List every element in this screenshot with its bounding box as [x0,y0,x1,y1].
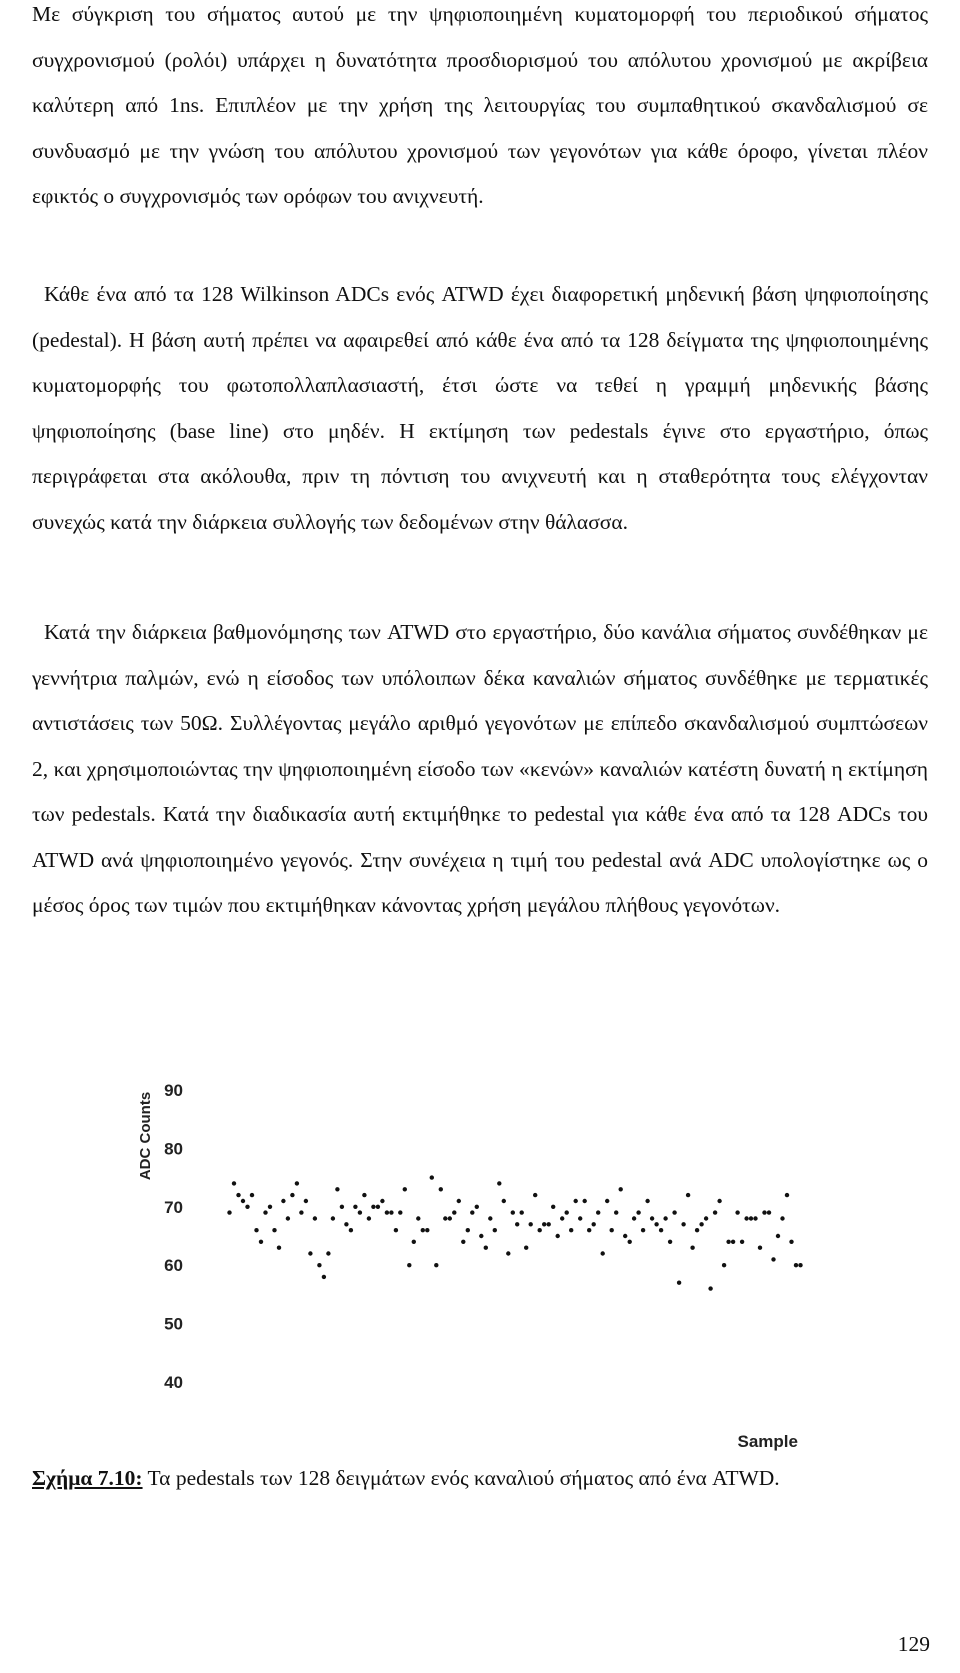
data-point [547,1222,551,1226]
data-point [659,1228,663,1232]
data-point [232,1181,236,1185]
data-point [281,1199,285,1203]
data-point [443,1216,447,1220]
data-point [286,1216,290,1220]
data-point [385,1210,389,1214]
x-axis-label: Sample [737,1432,798,1451]
data-point [403,1187,407,1191]
data-point [645,1199,649,1203]
data-point [484,1246,488,1250]
data-point [340,1205,344,1209]
data-point [407,1263,411,1267]
data-point [569,1228,573,1232]
data-point [470,1210,474,1214]
data-point [785,1193,789,1197]
data-point [619,1187,623,1191]
data-point [412,1240,416,1244]
data-point [515,1222,519,1226]
data-point [295,1181,299,1185]
data-point [596,1210,600,1214]
data-point [493,1228,497,1232]
data-point [654,1222,658,1226]
data-point [416,1216,420,1220]
data-point [371,1205,375,1209]
data-point [726,1240,730,1244]
data-point [533,1193,537,1197]
data-point [628,1240,632,1244]
data-point [277,1246,281,1250]
data-point [641,1228,645,1232]
data-point [538,1228,542,1232]
caption-text: Τα pedestals των 128 δειγμάτων ενός καναλιού σήματος από ένα ATWD. [142,1466,780,1490]
data-point [762,1210,766,1214]
data-point [749,1216,753,1220]
data-point [610,1228,614,1232]
data-point [614,1210,618,1214]
data-point [380,1199,384,1203]
data-point [497,1181,501,1185]
data-point [551,1205,555,1209]
data-point [349,1228,353,1232]
data-point [304,1199,308,1203]
y-axis-label: ADC Counts [137,1091,154,1181]
data-point [794,1263,798,1267]
data-point [389,1210,393,1214]
data-point [789,1240,793,1244]
data-point [511,1210,515,1214]
data-point [259,1240,263,1244]
data-point [740,1240,744,1244]
data-point [250,1193,254,1197]
figure-caption [32,1463,928,1493]
data-point [708,1286,712,1290]
data-point [461,1240,465,1244]
y-tick-label: 80 [164,1139,183,1159]
paragraph-3: Κατά την διάρκεια βαθμονόμησης των ATWD στο εργαστήριο, δύο κανάλια σήματος συνδέθηκαν με γεννήτρια παλμών, ενώ η είσοδος των υπόλοιπων δέκα καναλιών σήματος συνδέθηκε με τερματικές αντιστάσεις των 50Ω. Συλλέγοντας μεγάλο αριθμό γεγονότων με επίπεδο σκανδαλισμού συμπτώσεων 2, και χρησιμοποιώντας την ψηφιοποιημένη είσοδο των «κενών» καναλιών κατέστη δυνατή η εκτίμηση των pedestals. Κατά την διαδικασία αυτή εκτιμήθηκε το pedestal για κάθε ένα από τα 128 ADCs του ATWD ανά ψηφιοποιημένο γεγονός. Στην συνέχεια η τιμή του pedestal ανά ADC υπολογίστηκε ως ο μέσος όρος των τιμών που εκτιμήθηκαν κάνοντας χρήση μεγάλου πλήθους γεγονότων. [32,620,928,917]
data-point [520,1210,524,1214]
data-point [466,1228,470,1232]
data-point [574,1199,578,1203]
data-point [317,1263,321,1267]
data-point [767,1210,771,1214]
data-point [798,1263,802,1267]
y-tick-label: 90 [164,1081,183,1100]
data-point [344,1222,348,1226]
data-point [771,1257,775,1261]
data-point [780,1216,784,1220]
data-point [290,1193,294,1197]
data-point [227,1210,231,1214]
data-point [668,1240,672,1244]
data-point [690,1246,694,1250]
data-point [452,1210,456,1214]
data-point [677,1281,681,1285]
data-point [394,1228,398,1232]
data-point [254,1228,258,1232]
data-point [672,1210,676,1214]
data-point [587,1228,591,1232]
data-point [506,1251,510,1255]
pedestal-figure [120,1070,920,1470]
data-point [542,1222,546,1226]
paragraph-1: Με σύγκριση του σήματος αυτού με την ψηφιοποιημένη κυματομορφή του περιοδικού σήματος συγχρονισμού (ρολόι) υπάρχει η δυνατότητα προσδιορισμού του απόλυτου χρονισμού με ακρίβεια καλύτερη από 1ns. Επιπλέον με την χρήση της λειτουργίας του συμπαθητικού σκανδαλισμού σε συνδυασμό με την γνώση του απόλυτου χρονισμού των γεγονότων για κάθε όροφο, γίνεται πλέον εφικτός ο συγχρονισμός των ορόφων του ανιχνευτή. [32,2,928,208]
data-point [722,1263,726,1267]
data-point [632,1216,636,1220]
data-point [592,1222,596,1226]
data-point [358,1210,362,1214]
data-point [753,1216,757,1220]
data-point [353,1205,357,1209]
data-point [605,1199,609,1203]
data-point [650,1216,654,1220]
data-point [560,1216,564,1220]
data-point [421,1228,425,1232]
data-point [241,1199,245,1203]
data-point [636,1210,640,1214]
data-point [601,1251,605,1255]
data-point [331,1216,335,1220]
data-point [704,1216,708,1220]
data-point [434,1263,438,1267]
data-point [681,1222,685,1226]
data-point [758,1246,762,1250]
data-point [565,1210,569,1214]
data-point [326,1251,330,1255]
data-point [524,1246,528,1250]
data-point [362,1193,366,1197]
data-point [695,1228,699,1232]
page-number: 129 [897,1632,930,1656]
y-tick-label: 40 [164,1373,183,1392]
data-point [731,1240,735,1244]
data-point [475,1205,479,1209]
data-point [299,1210,303,1214]
y-tick-label: 70 [164,1197,183,1217]
data-point [717,1199,721,1203]
data-point [322,1275,326,1279]
data-point [744,1216,748,1220]
data-point [439,1187,443,1191]
data-point [556,1234,560,1238]
data-point [263,1210,267,1214]
paragraph-2: Κάθε ένα από τα 128 Wilkinson ADCs ενός ATWD έχει διαφορετική μηδενική βάση ψηφιοποίησης (pedestal). Η βάση αυτή πρέπει να αφαιρεθεί από κάθε ένα από τα 128 δείγματα της ψηφιοποιημένης κυματομορφής του φωτοπολλαπλασιαστή, έτσι ώστε να τεθεί η γραμμή μηδενικής βάσης ψηφιοποίησης (base line) στο μηδέν. Η εκτίμηση των pedestals έγινε στο εργαστήριο, όπως περιγράφεται στα ακόλουθα, πριν τη πόντιση του ανιχνευτή και η σταθερότητα τους ελέγχονταν συνεχώς κατά την διάρκεια συλλογής των δεδομένων στην θάλασσα. [32,282,928,534]
data-point [308,1251,312,1255]
data-point [663,1216,667,1220]
data-point [713,1210,717,1214]
data-point [529,1222,533,1226]
data-point [776,1234,780,1238]
data-point [272,1228,276,1232]
data-point [699,1222,703,1226]
data-point [430,1175,434,1179]
data-point [313,1216,317,1220]
pedestal-scatter-chart [120,1070,920,1470]
caption-label: Σχήμα 7.10: [32,1466,143,1490]
data-point [457,1199,461,1203]
data-point [245,1205,249,1209]
y-tick-label: 50 [164,1314,183,1334]
data-point [578,1216,582,1220]
data-point [376,1205,380,1209]
data-point [735,1210,739,1214]
data-point [268,1205,272,1209]
y-tick-label: 60 [164,1256,183,1276]
data-point [236,1193,240,1197]
data-point [398,1210,402,1214]
data-point [623,1234,627,1238]
data-point [686,1193,690,1197]
data-point [448,1216,452,1220]
data-point [367,1216,371,1220]
data-point [479,1234,483,1238]
data-point [488,1216,492,1220]
data-point [583,1199,587,1203]
data-point [425,1228,429,1232]
data-point [502,1199,506,1203]
data-point [335,1187,339,1191]
